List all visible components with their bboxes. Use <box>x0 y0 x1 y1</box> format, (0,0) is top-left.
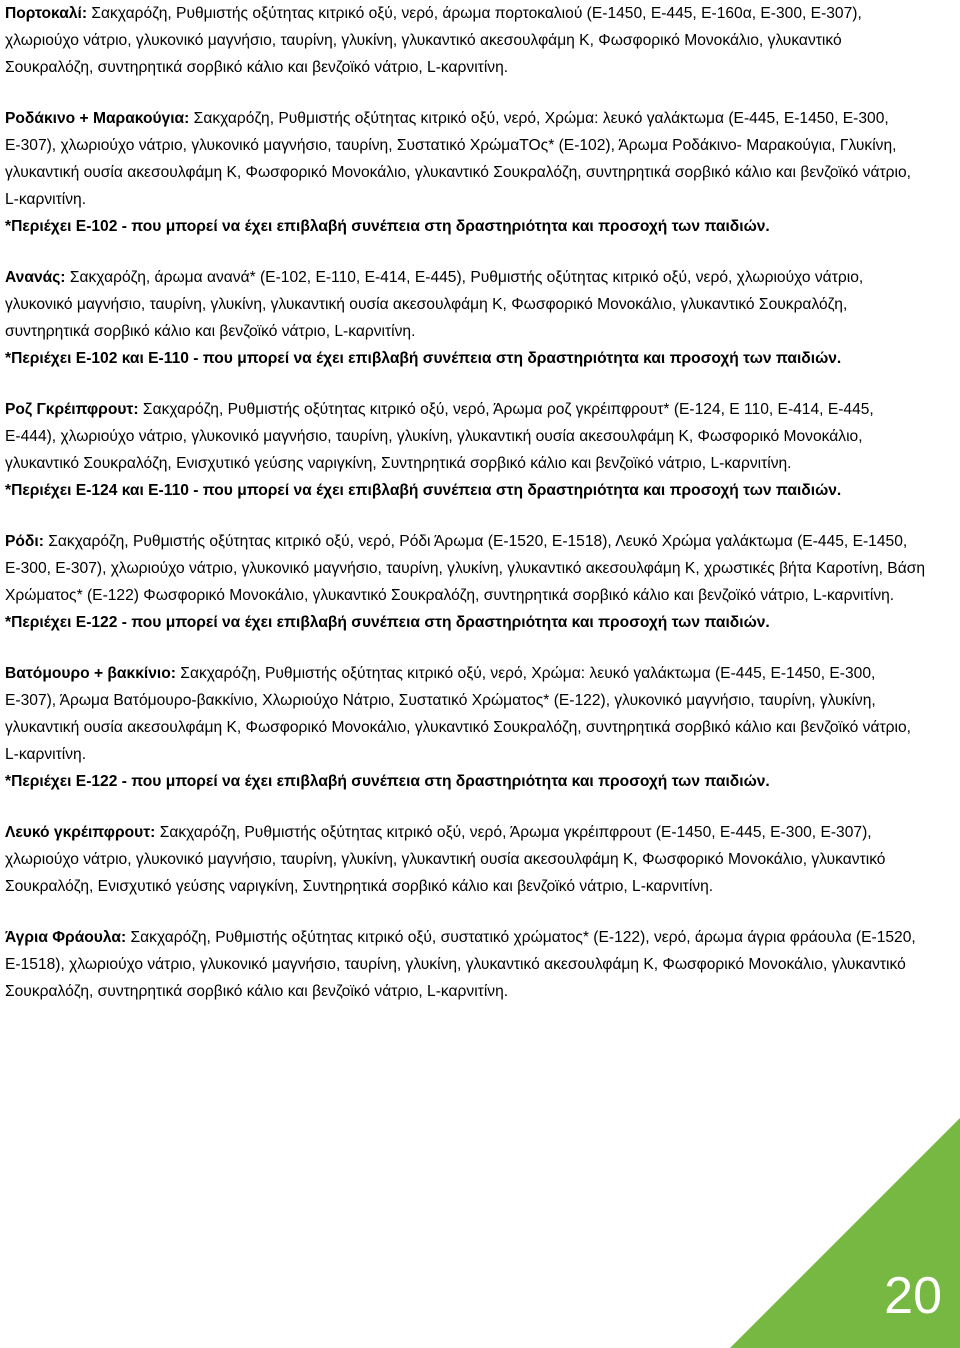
ingredient-text: Σακχαρόζη, Ρυθμιστής οξύτητας κιτρικό οξύ, συστατικό χρώματος* (Ε-122), νερό, άρωμα άγρια φράουλα (Ε-1520, Ε-1518), χλωριούχο νάτριο, γλυκονικό μαγνήσιο, ταυρίνη, γλυκίνη, γλυκαντικό ακεσουλφάμη Κ, Φωσφορικό Μονοκάλιο, γλυκαντικό Σουκραλόζη, συντηρητικά σορβικό κάλιο και βενζοϊκό νάτριο, L-καρνιτίνη. <box>5 929 916 1000</box>
ingredient-paragraph <box>5 528 925 609</box>
flavor-name: Άγρια Φράουλα: <box>5 929 127 946</box>
warning-note: *Περιέχει Ε-102 και Ε-110 - που μπορεί να έχει επιβλαβή συνέπεια στη δραστηριότητα και προσοχή των παιδιών. <box>5 350 842 367</box>
flavor-entry-pink-grapefruit <box>5 396 925 504</box>
ingredient-paragraph <box>5 0 925 81</box>
flavor-entry-peach-passionfruit <box>5 105 925 240</box>
flavor-entry-pineapple <box>5 264 925 372</box>
flavor-entry-white-grapefruit <box>5 819 925 900</box>
flavor-name: Βατόμουρο + βακκίνιο: <box>5 665 176 682</box>
flavor-name: Λευκό γκρέιπφρουτ: <box>5 824 156 841</box>
flavor-name: Ροζ Γκρέιπφρουτ: <box>5 401 139 418</box>
warning-note: *Περιέχει Ε-122 - που μπορεί να έχει επιβλαβή συνέπεια στη δραστηριότητα και προσοχή των παιδιών. <box>5 773 770 790</box>
ingredient-text: Σακχαρόζη, Ρυθμιστής οξύτητας κιτρικό οξύ, νερό, άρωμα πορτοκαλιού (Ε-1450, Ε-445, Ε-160α, Ε-300, Ε-307), χλωριούχο νάτριο, γλυκονικό μαγνήσιο, ταυρίνη, γλυκίνη, γλυκαντικό ακεσουλφάμη Κ, Φωσφορικό Μονοκάλιο, γλυκαντικό Σουκραλόζη, συντηρητικά σορβικό κάλιο και βενζοϊκό νάτριο, L-καρνιτίνη. <box>5 5 862 76</box>
flavor-name: Πορτοκαλί: <box>5 5 88 22</box>
ingredient-text: Σακχαρόζη, Ρυθμιστής οξύτητας κιτρικό οξύ, νερό, Χρώμα: λευκό γαλάκτωμα (Ε-445, Ε-1450, Ε-300, Ε-307), Άρωμα Βατόμουρο-βακκίνιο, Χλωριούχο Νάτριο, Συστατικό Χρώματος* (Ε-122), γλυκονικό μαγνήσιο, ταυρίνη, γλυκίνη, γλυκαντική ουσία ακεσουλφάμη Κ, Φωσφορικό Μονοκάλιο, γλυκαντικό Σουκραλόζη, συντηρητικά σορβικό κάλιο και βενζοϊκό νάτριο, L-καρνιτίνη. <box>5 665 911 763</box>
warning-note: *Περιέχει Ε-102 - που μπορεί να έχει επιβλαβή συνέπεια στη δραστηριότητα και προσοχή των παιδιών. <box>5 218 770 235</box>
flavor-name: Ρόδι: <box>5 533 44 550</box>
flavor-entry-wild-strawberry <box>5 924 925 1005</box>
flavor-name: Ροδάκινο + Μαρακούγια: <box>5 110 190 127</box>
page-number: 20 <box>884 1267 942 1325</box>
ingredient-paragraph <box>5 105 925 213</box>
ingredient-paragraph <box>5 396 925 477</box>
ingredient-text: Σακχαρόζη, άρωμα ανανά* (Ε-102, Ε-110, Ε-414, Ε-445), Ρυθμιστής οξύτητας κιτρικό οξύ, νερό, χλωριούχο νάτριο, γλυκονικό μαγνήσιο, ταυρίνη, γλυκίνη, γλυκαντική ουσία ακεσουλφάμη Κ, Φωσφορικό Μονοκάλιο, γλυκαντικό Σουκραλόζη, συντηρητικά σορβικό κάλιο και βενζοϊκό νάτριο, L-καρνιτίνη. <box>5 269 864 340</box>
flavor-entry-orange <box>5 0 925 81</box>
ingredient-paragraph <box>5 924 925 1005</box>
warning-note: *Περιέχει Ε-122 - που μπορεί να έχει επιβλαβή συνέπεια στη δραστηριότητα και προσοχή των παιδιών. <box>5 614 770 631</box>
ingredient-text: Σακχαρόζη, Ρυθμιστής οξύτητας κιτρικό οξύ, νερό, Χρώμα: λευκό γαλάκτωμα (Ε-445, Ε-1450, Ε-300, Ε-307), χλωριούχο νάτριο, γλυκονικό μαγνήσιο, ταυρίνη, Συστατικό ΧρώμαΤΟς* (Ε-102), Άρωμα Ροδάκινο- Μαρακούγια, Γλυκίνη, γλυκαντική ουσία ακεσουλφάμη Κ, Φωσφορικό Μονοκάλιο, γλυκαντικό Σουκραλόζη, συντηρητικά σορβικό κάλιο και βενζοϊκό νάτριο, L-καρνιτίνη. <box>5 110 911 208</box>
flavor-entry-pomegranate <box>5 528 925 636</box>
ingredient-paragraph <box>5 660 925 768</box>
ingredient-text: Σακχαρόζη, Ρυθμιστής οξύτητας κιτρικό οξύ, νερό, Άρωμα ροζ γκρέιπφρουτ* (Ε-124, Ε 110, Ε-414, Ε-445, Ε-444), χλωριούχο νάτριο, γλυκονικό μαγνήσιο, ταυρίνη, γλυκίνη, γλυκαντική ουσία ακεσουλφάμη Κ, Φωσφορικό Μονοκάλιο, γλυκαντικό Σουκραλόζη, Ενισχυτικό γεύσης ναριγκίνη, Συντηρητικά σορβικό κάλιο και βενζοϊκό νάτριο, L-καρνιτίνη. <box>5 401 874 472</box>
document-body <box>5 0 925 1029</box>
ingredient-text: Σακχαρόζη, Ρυθμιστής οξύτητας κιτρικό οξύ, νερό, Άρωμα γκρέιπφρουτ (Ε-1450, Ε-445, Ε-300, Ε-307), χλωριούχο νάτριο, γλυκονικό μαγνήσιο, ταυρίνη, γλυκίνη, γλυκαντική ουσία ακεσουλφάμη Κ, Φωσφορικό Μονοκάλιο, γλυκαντικό Σουκραλόζη, Ενισχυτικό γεύσης ναριγκίνη, Συντηρητικά σορβικό κάλιο και βενζοϊκό νάτριο, L-καρνιτίνη. <box>5 824 886 895</box>
ingredient-paragraph <box>5 264 925 345</box>
warning-note: *Περιέχει Ε-124 και Ε-110 - που μπορεί να έχει επιβλαβή συνέπεια στη δραστηριότητα και προσοχή των παιδιών. <box>5 482 842 499</box>
ingredient-text: Σακχαρόζη, Ρυθμιστής οξύτητας κιτρικό οξύ, νερό, Ρόδι Άρωμα (Ε-1520, Ε-1518), Λευκό Χρώμα γαλάκτωμα (Ε-445, Ε-1450, Ε-300, Ε-307), χλωριούχο νάτριο, γλυκονικό μαγνήσιο, ταυρίνη, γλυκίνη, γλυκαντικό ακεσουλφάμη Κ, χρωστικές βήτα Καροτίνη, Βάση Χρώματος* (Ε-122) Φωσφορικό Μονοκάλιο, γλυκαντικό Σουκραλόζη, συντηρητικά σορβικό κάλιο και βενζοϊκό νάτριο, L-καρνιτίνη. <box>5 533 926 604</box>
ingredient-paragraph <box>5 819 925 900</box>
flavor-entry-blackberry-cranberry <box>5 660 925 795</box>
flavor-name: Ανανάς: <box>5 269 66 286</box>
